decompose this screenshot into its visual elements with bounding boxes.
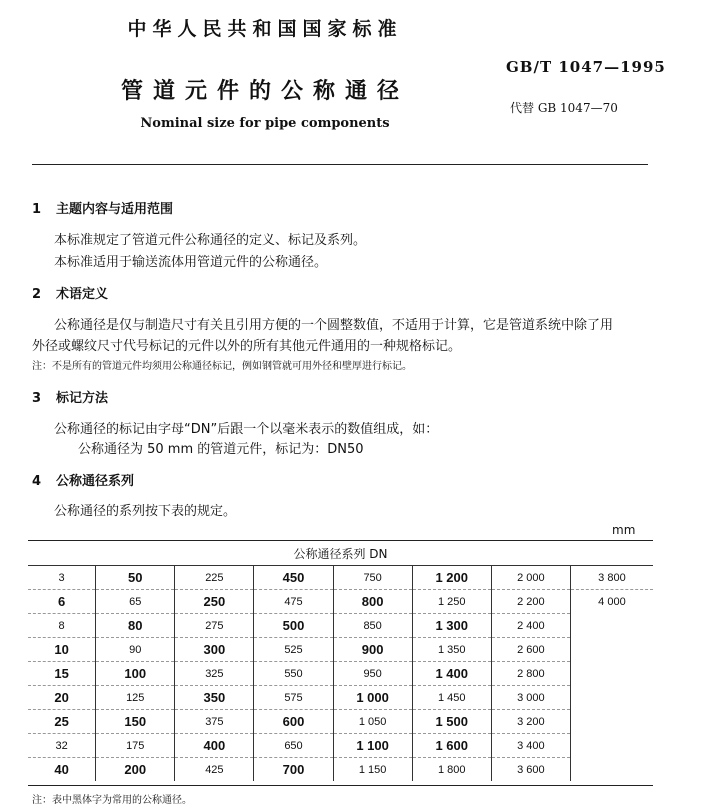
- note: 注：不是所有的管道元件均须用公称通径标记，例如钢管就可用外径和壁厚进行标记。: [32, 361, 412, 372]
- table-cell: 65: [96, 590, 175, 614]
- table-cell: [570, 758, 653, 782]
- table-cell: 3 400: [491, 734, 570, 758]
- table-cell: 1 200: [412, 566, 491, 590]
- table-cell: 50: [96, 566, 175, 590]
- table-cell: 450: [254, 566, 333, 590]
- table-row: [28, 590, 653, 614]
- table-cell: 32: [28, 734, 96, 758]
- header-divider: [32, 164, 648, 165]
- table-cell: 700: [254, 758, 333, 782]
- section-1-heading: [32, 198, 173, 217]
- table-cell: 1 600: [412, 734, 491, 758]
- table-cell: 325: [175, 662, 254, 686]
- document-title: 管道元件的公称通径: [120, 79, 409, 104]
- nominal-size-table: [28, 541, 653, 781]
- table-cell: 800: [333, 590, 412, 614]
- table-cell: 1 400: [412, 662, 491, 686]
- standard-number: GB/T 1047—1995: [506, 58, 666, 76]
- table-cell: 2 800: [491, 662, 570, 686]
- table-cell: 750: [333, 566, 412, 590]
- table-cell: 850: [333, 614, 412, 638]
- table-cell: 3 000: [491, 686, 570, 710]
- table-bottom-rule: [28, 785, 653, 786]
- table-cell: 425: [175, 758, 254, 782]
- table-cell: 550: [254, 662, 333, 686]
- table-cell: 4 000: [570, 590, 653, 614]
- table-cell: [570, 686, 653, 710]
- paragraph: 公称通径是仅与制造尺寸有关且引用方便的一个圆整数值，不适用于计算，它是管道系统中除了用: [54, 318, 614, 333]
- table-cell: 10: [28, 638, 96, 662]
- table-cell: [570, 734, 653, 758]
- table-cell: 1 800: [412, 758, 491, 782]
- document-title-english: Nominal size for pipe components: [140, 116, 390, 131]
- section-4-heading: [32, 470, 134, 489]
- table-cell: 3: [28, 566, 96, 590]
- table-cell: 8: [28, 614, 96, 638]
- table-cell: 1 350: [412, 638, 491, 662]
- table-cell: 1 150: [333, 758, 412, 782]
- section-number: 2: [32, 287, 42, 302]
- table-cell: 20: [28, 686, 96, 710]
- table-cell: 125: [96, 686, 175, 710]
- table-cell: 1 050: [333, 710, 412, 734]
- table-cell: 225: [175, 566, 254, 590]
- table-cell: 25: [28, 710, 96, 734]
- table-cell: 475: [254, 590, 333, 614]
- table-cell: 900: [333, 638, 412, 662]
- table-cell: 1 000: [333, 686, 412, 710]
- table-caption: 公称通径系列 DN: [293, 546, 388, 561]
- table-cell: 150: [96, 710, 175, 734]
- table-cell: 3 800: [570, 566, 653, 590]
- table-cell: 15: [28, 662, 96, 686]
- section-title: 术语定义: [56, 287, 109, 302]
- table-row: [28, 662, 653, 686]
- table-row: [28, 734, 653, 758]
- table-row: [28, 710, 653, 734]
- table-cell: 3 200: [491, 710, 570, 734]
- table-cell: 3 600: [491, 758, 570, 782]
- paragraph: 本标准规定了管道元件公称通径的定义、标记及系列。: [54, 233, 367, 248]
- table-cell: 100: [96, 662, 175, 686]
- table-cell: 525: [254, 638, 333, 662]
- replaces-standard: 代替 GB 1047—70: [510, 101, 618, 115]
- table-cell: 275: [175, 614, 254, 638]
- table-cell: 200: [96, 758, 175, 782]
- table-cell: 6: [28, 590, 96, 614]
- table-cell: 500: [254, 614, 333, 638]
- table-cell: 350: [175, 686, 254, 710]
- table-cell: 375: [175, 710, 254, 734]
- table-cell: 2 200: [491, 590, 570, 614]
- table-cell: [570, 638, 653, 662]
- table-cell: 175: [96, 734, 175, 758]
- table-cell: 2 000: [491, 566, 570, 590]
- table-cell: 1 500: [412, 710, 491, 734]
- table-cell: 650: [254, 734, 333, 758]
- table-row: [28, 758, 653, 782]
- table-cell: 400: [175, 734, 254, 758]
- table-cell: 40: [28, 758, 96, 782]
- section-number: 3: [32, 391, 42, 406]
- section-number: 1: [32, 202, 42, 217]
- table-row: [28, 614, 653, 638]
- table-cell: 2 600: [491, 638, 570, 662]
- paragraph: 公称通径为 50 mm 的管道元件，标记为：DN50: [78, 442, 364, 457]
- table-cell: 600: [254, 710, 333, 734]
- table-cell: 950: [333, 662, 412, 686]
- table-cell: 300: [175, 638, 254, 662]
- table-cell: 1 100: [333, 734, 412, 758]
- table-row: [28, 566, 653, 590]
- table-cell: 250: [175, 590, 254, 614]
- unit-label: mm: [612, 523, 636, 537]
- table-cell: [570, 662, 653, 686]
- section-3-heading: [32, 387, 108, 406]
- table-cell: 80: [96, 614, 175, 638]
- table-cell: 1 450: [412, 686, 491, 710]
- section-title: 主题内容与适用范围: [56, 202, 174, 217]
- paragraph: 外径或螺纹尺寸代号标记的元件以外的所有其他元件通用的一种规格标记。: [32, 339, 462, 354]
- table-cell: [570, 710, 653, 734]
- table-cell: 1 300: [412, 614, 491, 638]
- section-title: 标记方法: [56, 391, 109, 406]
- table-row: [28, 686, 653, 710]
- paragraph: 公称通径的标记由字母“DN”后跟一个以毫米表示的数值组成，如：: [54, 422, 439, 437]
- section-title: 公称通径系列: [56, 474, 135, 489]
- table-cell: 2 400: [491, 614, 570, 638]
- table-footnote: 注：表中黑体字为常用的公称通径。: [32, 795, 192, 806]
- table-cell: [570, 614, 653, 638]
- table-cell: 90: [96, 638, 175, 662]
- section-number: 4: [32, 474, 42, 489]
- section-2-heading: [32, 283, 108, 302]
- paragraph: 公称通径的系列按下表的规定。: [54, 504, 237, 519]
- table-cell: 1 250: [412, 590, 491, 614]
- paragraph: 本标准适用于输送流体用管道元件的公称通径。: [54, 255, 328, 270]
- national-standard-label: 中华人民共和国国家标准: [127, 18, 403, 40]
- table-cell: 575: [254, 686, 333, 710]
- table-row: [28, 638, 653, 662]
